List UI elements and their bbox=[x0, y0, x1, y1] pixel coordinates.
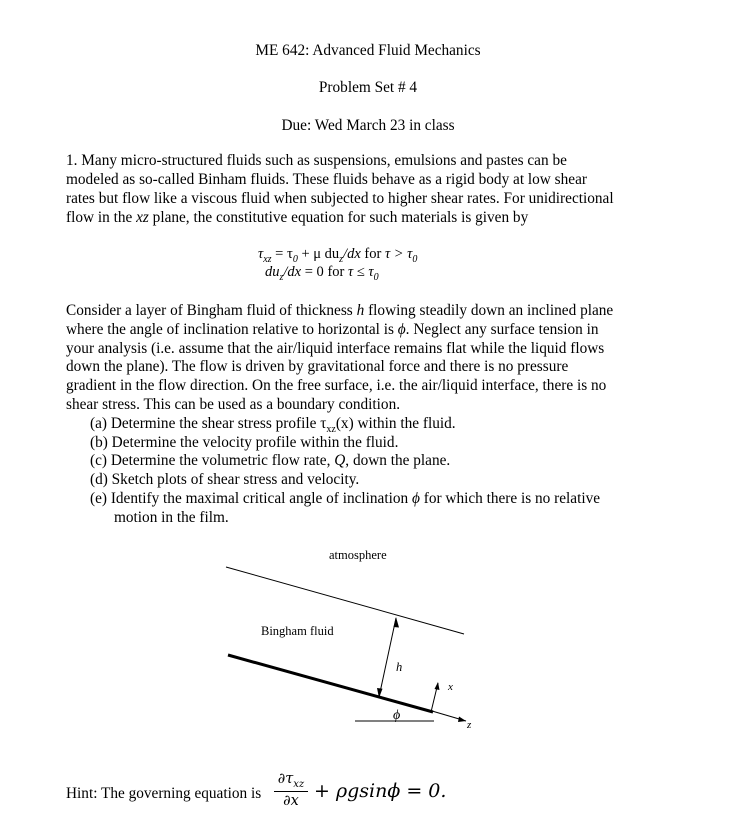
angle-label: ϕ bbox=[393, 708, 401, 723]
body-1a: Consider a layer of Bingham fluid of thickness bbox=[66, 302, 357, 319]
numerator-sub: xz bbox=[293, 778, 305, 790]
body-line-6: shear stress. This can be used as a boundary condition. bbox=[66, 396, 401, 413]
body-line-3: your analysis (i.e. assume that the air/liquid interface remains flat while the liquid flows bbox=[66, 340, 605, 357]
item-d-label: (d) bbox=[90, 471, 108, 488]
body-phi: ϕ bbox=[397, 321, 406, 338]
course-title: ME 642: Advanced Fluid Mechanics bbox=[255, 42, 481, 59]
body-line-5: gradient in the flow direction. On the free surface, i.e. the air/liquid interface, there is no bbox=[66, 377, 607, 394]
intro-line-2: modeled as so-called Binham fluids. These fluids behave as a rigid body at low shear bbox=[66, 171, 587, 188]
item-e-post: for which there is no relative bbox=[419, 490, 601, 507]
atmosphere-label: atmosphere bbox=[329, 548, 387, 562]
eq2-dx: /dx bbox=[283, 264, 302, 280]
fraction-denominator: ∂x bbox=[283, 793, 299, 809]
eq2-sub: z bbox=[279, 271, 284, 283]
item-a-sub: xz bbox=[326, 424, 336, 436]
numerator-text: ∂τ bbox=[277, 771, 294, 787]
x-axis-arrow-head bbox=[435, 682, 440, 690]
eq1-mid: + μ du bbox=[297, 246, 340, 262]
z-axis-label: z bbox=[467, 719, 472, 731]
inclined-plane-wall bbox=[228, 655, 433, 712]
intro-line-4b: plane, the constitutive equation for such materials is given by bbox=[148, 209, 529, 226]
intro-line-1: 1. Many micro-structured fluids such as suspensions, emulsions and pastes can be bbox=[66, 152, 567, 169]
eq1-tau-sub: xz bbox=[263, 253, 272, 265]
body-line-4: down the plane). The flow is driven by gravitational force and there is no pressure bbox=[66, 358, 569, 375]
eq2-du: du bbox=[265, 264, 280, 280]
thickness-arrow-head-up bbox=[394, 617, 400, 628]
body-h: h bbox=[356, 302, 365, 319]
item-e-label: (e) bbox=[90, 490, 107, 507]
eq1-dx: /dx bbox=[343, 246, 361, 262]
eq2-eq: = 0 bbox=[301, 264, 324, 280]
item-d-text: Sketch plots of shear stress and velocity. bbox=[111, 471, 360, 488]
item-a-pre: Determine the shear stress profile τ bbox=[110, 415, 327, 432]
item-e-pre: Identify the maximal critical angle of inclination bbox=[110, 490, 412, 507]
item-b-label: (b) bbox=[90, 434, 108, 451]
item-e-phi: ϕ bbox=[411, 490, 420, 507]
eq1-cond: τ > τ bbox=[384, 246, 413, 262]
eq1-tau: τ bbox=[258, 246, 264, 262]
intro-line-4a: flow in the bbox=[66, 209, 137, 226]
item-e-line-2: motion in the film. bbox=[114, 509, 229, 526]
item-c-post: , down the plane. bbox=[345, 452, 451, 469]
eq1-sub0: 0 bbox=[292, 253, 298, 265]
z-axis-arrow-head bbox=[458, 717, 466, 723]
fluid-label: Bingham fluid bbox=[261, 624, 334, 638]
body-2a: where the angle of inclination relative to horizontal is bbox=[66, 321, 398, 338]
due-date: Due: Wed March 23 in class bbox=[281, 117, 455, 134]
eq2-cond: τ ≤ τ bbox=[347, 264, 374, 280]
eq1-cond-sub: 0 bbox=[412, 253, 418, 265]
eq2-cond-sub: 0 bbox=[373, 271, 379, 283]
eq2-for: for bbox=[323, 264, 348, 280]
eq1-for: for bbox=[360, 246, 385, 262]
x-axis-label: x bbox=[448, 681, 453, 693]
equation-rest: + ρgsinϕ = 0. bbox=[314, 780, 447, 802]
thickness-arrow-line bbox=[379, 618, 396, 697]
body-1b: flowing steadily down an inclined plane bbox=[364, 302, 614, 319]
thickness-label: h bbox=[396, 660, 403, 674]
item-c-label: (c) bbox=[90, 452, 107, 469]
hint-text: Hint: The governing equation is bbox=[66, 785, 262, 802]
eq1-eq: = τ bbox=[271, 246, 293, 262]
eq1-subz: z bbox=[339, 253, 344, 265]
item-a-label: (a) bbox=[90, 415, 107, 432]
problem-set-title: Problem Set # 4 bbox=[318, 79, 418, 96]
intro-line-3: rates but flow like a viscous fluid when subjected to higher shear rates. For unidirectional bbox=[66, 190, 614, 207]
item-b-text: Determine the velocity profile within the fluid. bbox=[111, 434, 399, 451]
intro-xz: xz bbox=[136, 209, 149, 226]
body-2b: . Neglect any surface tension in bbox=[405, 321, 599, 338]
item-c-q: Q bbox=[334, 452, 346, 469]
item-c-pre: Determine the volumetric flow rate, bbox=[110, 452, 335, 469]
item-a-post: (x) within the fluid. bbox=[335, 415, 456, 432]
